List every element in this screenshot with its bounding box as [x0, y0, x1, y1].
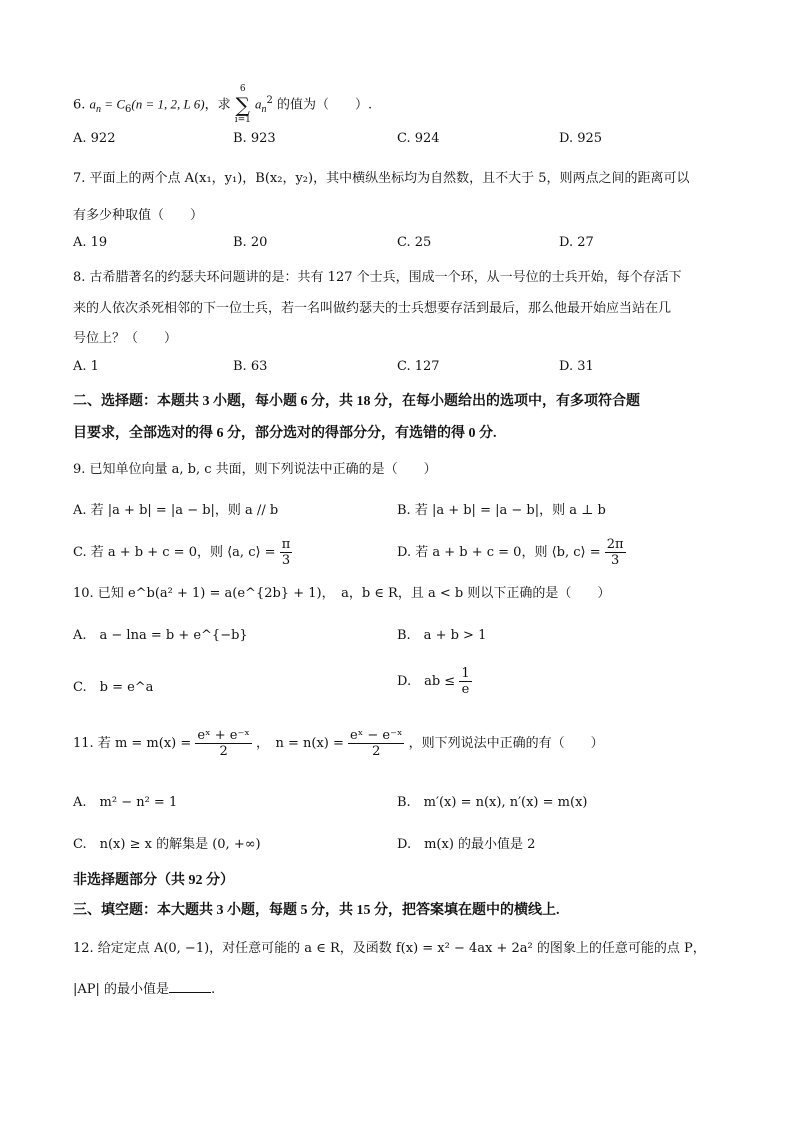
question-7-line-2: 有多少种取值（ ） [73, 208, 204, 223]
sigma-icon: ∑ [235, 93, 250, 117]
q6-option-c[interactable]: C. 924 [397, 131, 440, 146]
sum-top: 6 [239, 84, 246, 94]
fraction-denominator: e [461, 682, 470, 697]
q8-option-b[interactable]: B. 63 [233, 359, 268, 374]
q10-option-b[interactable]: B. a + b > 1 [397, 628, 487, 643]
fraction-denominator: 2 [372, 744, 381, 759]
question-tail: 的值为（ ）. [277, 97, 373, 113]
q11-option-c[interactable]: C. n(x) ≥ x 的解集是 (0, +∞) [73, 837, 261, 852]
q12-tail: . [211, 982, 216, 997]
q7-option-c[interactable]: C. 25 [397, 235, 432, 250]
fraction-denominator: 3 [611, 553, 620, 568]
sum-bottom: i=1 [234, 115, 251, 125]
fraction-numerator: 2π [606, 537, 624, 552]
q11-option-b[interactable]: B. m′(x) = n(x), n′(x) = m(x) [397, 795, 588, 810]
formula-mid: = C [101, 96, 125, 112]
fraction-n-definition [348, 728, 404, 759]
answer-blank[interactable] [169, 992, 211, 993]
q6-option-b[interactable]: B. 923 [233, 131, 276, 146]
fraction-numerator: eˣ + e⁻ˣ [197, 728, 250, 743]
question-10-stem: 10. 已知 e^b(a² + 1) = a(e^{2b} + 1)， a，b ∈ R，且 a < b 则以下正确的是（ ） [73, 586, 611, 601]
question-8-line-1: 8. 古希腊著名的约瑟夫环问题讲的是：共有 127 个士兵，围成一个环，从一号位的士兵开始，每个存活下 [73, 270, 682, 285]
fraction-pi-over-3 [280, 537, 293, 568]
question-8-line-2: 来的人依次杀死相邻的下一位士兵，若一名叫做约瑟夫的士兵想要存活到最后，那么他最开始应当站在几 [73, 301, 672, 316]
question-9-stem: 9. 已知单位向量 a, b, c 共面，则下列说法中正确的是（ ） [73, 462, 437, 477]
question-ask: ，求 [204, 97, 231, 113]
q6-option-d[interactable]: D. 925 [559, 131, 603, 146]
q9-option-a[interactable]: A. 若 |a + b| = |a − b|，则 a // b [73, 503, 279, 518]
q11-prefix: 11. 若 m = m(x) = [73, 736, 192, 751]
q8-option-c[interactable]: C. 127 [397, 359, 440, 374]
non-choice-heading: 非选择题部分（共 92 分） [73, 873, 234, 888]
section-3-heading: 三、填空题：本大题共 3 小题，每题 5 分，共 15 分，把答案填在题中的横线上. [73, 903, 560, 918]
question-8-line-3: 号位上？（ ） [73, 331, 178, 346]
q11-option-d[interactable]: D. m(x) 的最小值是 2 [397, 837, 536, 852]
fraction-numerator: π [281, 537, 291, 552]
q9-option-b[interactable]: B. 若 |a + b| = |a − b|，则 a ⊥ b [397, 503, 606, 518]
fraction-denominator: 2 [219, 744, 228, 759]
q7-option-d[interactable]: D. 27 [559, 235, 594, 250]
question-12-line-2 [73, 978, 215, 997]
q12-ask: |AP| 的最小值是 [73, 982, 170, 997]
q8-option-d[interactable]: D. 31 [559, 359, 594, 374]
formula-sub: n [96, 104, 102, 116]
q9-option-d[interactable] [397, 537, 626, 568]
q9-option-c[interactable] [73, 537, 292, 568]
formula-sub-6: 6 [125, 104, 132, 116]
summation-symbol [235, 84, 251, 126]
question-11-stem [73, 728, 604, 759]
fraction-m-definition [195, 728, 251, 759]
question-number: 6. [73, 97, 86, 113]
sum-term: a [255, 96, 262, 112]
fraction-numerator: eˣ − e⁻ˣ [350, 728, 403, 743]
q11-suffix: ，则下列说法中正确的有（ ） [408, 736, 604, 751]
question-7-line-1: 7. 平面上的两个点 A(x₁，y₁)，B(x₂，y₂)，其中横纵坐标均为自然数，且不大于 5，则两点之间的距离可以 [73, 171, 690, 186]
q8-option-a[interactable]: A. 1 [73, 359, 99, 374]
formula-paren: (n = 1, 2, L 6) [131, 96, 205, 112]
q6-option-a[interactable]: A. 922 [73, 131, 116, 146]
question-12-line-1: 12. 给定定点 A(0, −1)，对任意可能的 a ∈ R，及函数 f(x) = x² − 4ax + 2a² 的图象上的任意可能的点 P， [73, 941, 706, 956]
q10-option-d[interactable] [397, 666, 472, 697]
fraction-numerator: 1 [461, 666, 470, 681]
q11-option-a[interactable]: A. m² − n² = 1 [73, 795, 178, 810]
q10-option-d-text: D. ab ≤ [397, 674, 456, 689]
section-2-heading-line-2: 目要求，全部选对的得 6 分，部分选对的得部分分，有选错的得 0 分. [73, 426, 497, 441]
fraction-2pi-over-3 [605, 537, 626, 568]
fraction-one-over-e [459, 666, 471, 697]
section-2-heading-line-1: 二、选择题：本题共 3 小题，每小题 6 分，共 18 分，在每小题给出的选项中，有多项符合题 [73, 394, 640, 409]
sum-term-sub: n [261, 104, 267, 116]
sum-term-sup: 2 [266, 95, 273, 107]
q11-middle: ， n = n(x) = [255, 736, 344, 751]
formula-a: a [89, 96, 97, 112]
q7-option-b[interactable]: B. 20 [233, 235, 268, 250]
q9-option-d-text: D. 若 a + b + c = 0，则 ⟨b, c⟩ = [397, 545, 601, 560]
q10-option-a[interactable]: A. a − lna = b + e^{−b} [73, 628, 248, 643]
q7-option-a[interactable]: A. 19 [73, 235, 108, 250]
q9-option-c-text: C. 若 a + b + c = 0，则 ⟨a, c⟩ = [73, 545, 276, 560]
fraction-denominator: 3 [281, 553, 291, 568]
q10-option-c[interactable]: C. b = e^a [73, 680, 154, 695]
question-6-stem [73, 84, 372, 126]
